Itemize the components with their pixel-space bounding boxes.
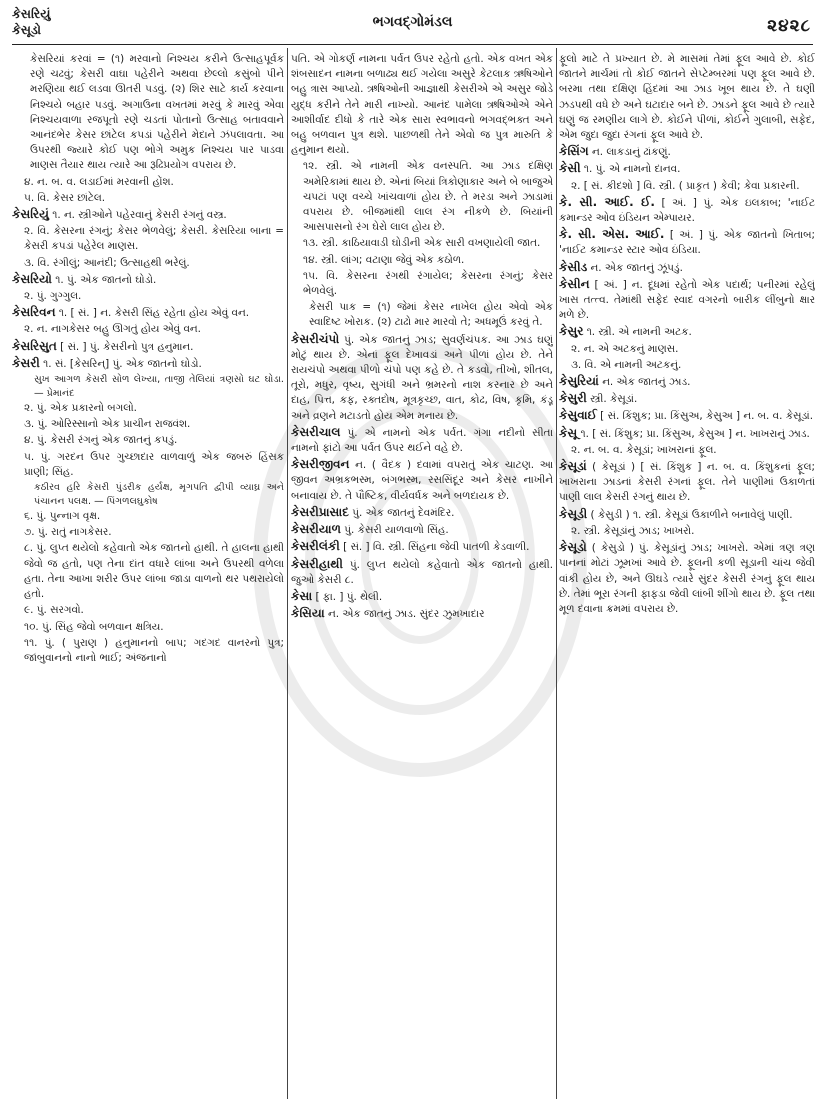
entry-definition: ૧૨. સ્ત્રી. એ નામની એક વનસ્પતિ. આ ઝાડ દક્ષિણ અમેરિકામાં થાય છે. એનાં બિયાં ત્રિકોણાકાર અને બે બાજુએ ચપટાં પણ વચ્ચે ખાંચવાળાં હોય છે. તે મરડા અને ઝાડામાં વપરાય છે. બીજમાંથી લાલ રંગ નીકળે છે. બિયાંની આસપાસનો રંગ ઘેરો લાલ હોય છે.	[303, 160, 553, 234]
entry-definition: ૨. ન. એ અટકનું માણસ.	[571, 342, 679, 355]
entry-paragraph	[12, 52, 284, 174]
dictionary-entry	[559, 459, 815, 506]
entry-paragraph	[559, 524, 815, 539]
dictionary-entry	[559, 195, 815, 226]
entry-headword: કેસરીહાથી	[291, 556, 343, 571]
dictionary-entry	[291, 589, 553, 605]
entry-definition: [ સં. ] વિ. સ્ત્રી. સિંહના જેવી પાતળી કેડવાળી.	[339, 541, 530, 554]
entry-headword: કેસરિયો	[12, 271, 52, 286]
entry-headword: કેસરિસુત	[12, 338, 57, 353]
entry-definition: ૧૧. પું. ( પુરાણ ) હનુમાનનો બાપ; ગદગદ વાનરનો પુત્ર; જાંબુવાનનો નાનો ભાઈ; અંજનાનો	[24, 636, 284, 664]
entry-definition: પું. કેસરી યાળવાળો સિંહ.	[340, 524, 449, 537]
dictionary-entry	[559, 426, 815, 442]
entry-definition: ૧૫. વિ. કેસરના રંગથી રંગાયેલ; કેસરના રંગનું; કેસર ભેળવેલું.	[303, 269, 553, 298]
entry-headword: કેસરીજીવન	[291, 457, 350, 472]
entry-paragraph	[291, 52, 553, 158]
entry-headword: કેસી	[559, 161, 581, 176]
entry-definition: ૧. પું. એક જાતનો ઘોડો.	[51, 273, 157, 286]
entry-definition: ૨. [ સં. કીદશો ] વિ. સ્ત્રી. ( પ્રાકૃત ) કેવી; કેવા પ્રકારની.	[571, 179, 800, 192]
entry-headword: કેસરીપ્રાસાદ	[291, 504, 349, 519]
entry-headword: કેસૂડાં	[559, 459, 587, 474]
entry-definition: ૩. પું. ઓરિસ્સાનો એક પ્રાચીન રાજવંશ.	[24, 418, 191, 431]
entry-definition: ( કેસુડો ) પું. કેસૂડાંનું ઝાડ; ખાખરો. એમાં ત્રણ ત્રણ પાનનાં મોટાં ઝૂમખાં આવે છે. ફૂલની કળી સૂડાની ચાંચ જેવી વાંકી હોય છે, અને ઊઘડે ત્યારે સુંદર કેસરી રંગનું ફૂલ થાય છે. તેમાં ભૂરા રંગની ફાફડા જેવી લાંબી શીંગો થાય છે. ફૂલ તથા મૂળ દવાના ક્રમમાં વપરાય છે.	[559, 542, 815, 615]
entry-definition: કેસરિયાં કરવાં = (૧) મરવાનો નિશ્ચય કરીને ઉત્સાહપૂર્વક રણે ચઢવું; કેસરી વાઘા પહેરીને અથવા છેલ્લો કસુંબો પીને મરણિયા થઈ લડવા ઊતરી પડવું. (૨) શિર સાટે કાર્ય કરવાના નિશ્ચયે બહાર પડવું. અગાઉના વખતમાં મરવું કે મારવું એવા નિશ્ચયવાળા રજપૂતો રણે ચડતાં પોતાનો ઉત્સાહ બતાવવાને આનંદભેર કેસર છાંટેલ કપડાં પહેરીને મેદાને ઝંપલાવતા. આ ઉપરથી જ્યારે કોઈ પણ ભોગે અમુક નિશ્ચય પાર પાડવા માણસ તૈયાર થાય ત્યારે આ રૂઢિપ્રયોગ વપરાય છે.	[30, 53, 284, 172]
entry-paragraph	[12, 256, 284, 271]
entry-paragraph	[12, 224, 284, 254]
entry-definition: પતિ. એ ગોકર્ણ નામના પર્વત ઉપર રહેતો હતો. એક વખત એક શંબસાદન નામના બળાઢ્ય થઈ ગયેલા અસુરે કેટલાક ઋષિઓને બહુ ત્રાસ આપ્યો. ઋષિઓની આજ્ઞાથી કેસરીએ એ અસુર જોડે યુદ્ધ કરીને તેને મારી નાખ્યો. આનંદ પામેલા ઋષિઓએ એને આશીર્વાદ દીધો કે તારે એક સારા સ્વભાવનો ભગવદ્ભક્ત અને બહુ બળવાન પુત્ર થશે. પાછળથી તેને એવો જ પુત્ર મારુતિ કે હનુમાન થયો.	[291, 53, 553, 157]
entry-paragraph	[12, 620, 284, 635]
page-title: ભગવદ્ગોમંડલ	[372, 14, 453, 30]
entry-headword: કેસિયા	[291, 606, 325, 621]
entry-paragraph	[12, 175, 284, 190]
page-number: ૨૪૨૮	[767, 16, 811, 36]
entry-headword: કેસરીચાલ	[291, 424, 341, 439]
entry-definition: ન. લાકડાનું ઢાંકણું.	[588, 146, 671, 159]
dictionary-entry	[559, 391, 815, 407]
dictionary-entry	[12, 272, 284, 288]
dictionary-entry	[12, 339, 284, 355]
entry-headword: કેસરીચંપો	[291, 331, 340, 346]
entry-definition: ૨. ન. બ. વ. કેસૂડાં; ખાખરાનાં ફૂલ.	[571, 443, 717, 456]
dictionary-entry	[559, 260, 815, 276]
column-divider	[556, 48, 557, 1099]
dictionary-entry	[559, 144, 815, 160]
dictionary-entry	[559, 324, 815, 340]
dictionary-entry	[12, 305, 284, 321]
entry-definition: ૫. પું. ગરદન ઉપર ગુચ્છાદાર વાળવાળું એક જબરું હિંસક પ્રાણી; સિંહ.	[24, 450, 284, 478]
entry-definition: ન. એક જાતનું ઝૂંપડું.	[587, 261, 683, 274]
entry-definition: ૧. [ સં. કિંશુક; પ્રા. કિંસુઅ, કેસુઅ ] ન. ખાખરાનું ઝાડ.	[577, 427, 810, 440]
entry-definition: પું. લુપ્ત થયેલો કહેવાતો એક જાતનો હાથી. જુઓ કેસરી ૮.	[291, 558, 553, 586]
entry-definition: [ અં. ] પું. એક ઇલકાબ; 'નાઈટ કમાન્ડર ઓવ ઇંડિયન એમ્પાયર.	[559, 196, 815, 225]
entry-headword: કેસુર	[559, 324, 584, 339]
entry-headword: કેસુરી	[559, 391, 587, 406]
entry-paragraph	[12, 322, 284, 337]
entry-headword: કેસરિયું	[12, 207, 49, 222]
column-2	[291, 52, 553, 1099]
column-divider	[287, 48, 288, 1099]
entry-paragraph	[12, 417, 284, 432]
entry-paragraph	[12, 509, 284, 524]
dictionary-entry	[291, 332, 553, 424]
entry-definition: ૨. વિ. કેસરના રંગનું; કેસર ભેળવેલું; કેસરી. કેસરિયા બાના = કેસરી કપડાં પહેરેલ માણસ.	[24, 225, 284, 253]
entry-definition: [ સં. કિંશુક; પ્રા. કિંસુઅ, કેસુઅ ] ન. બ. વ. કેસૂડાં.	[596, 410, 814, 423]
entry-paragraph	[559, 358, 815, 373]
entry-definition: ૧. ન. સ્ત્રીઓને પહેરવાનું કેસરી રંગનું વસ્ત્ર.	[48, 209, 227, 222]
dictionary-entry	[559, 277, 815, 324]
entry-paragraph	[12, 541, 284, 602]
entry-definition: સુખ આગળ કેસરી સોળ લેખ્યા, તાજી તેલિયાં ત્રણસો ઘટ ઘોડા. — પ્રેમાનંદ	[34, 374, 284, 399]
dictionary-entry	[12, 207, 284, 223]
dictionary-entry	[291, 557, 553, 588]
entry-paragraph	[291, 236, 553, 251]
entry-definition: પું. એ નામનો એક પર્વત. ગંગા નદીનો સીતા નામનો ફાંટો આ પર્વત ઉપર થઈને વહે છે.	[291, 426, 553, 455]
entry-definition: ન. એક જાતનું ઝાડ.	[598, 376, 691, 389]
entry-definition: ૨. પું. એક પ્રકારનો બગલો.	[24, 402, 137, 415]
entry-definition: ૩. વિ. રંગીલું; આનંદી; ઉત્સાહથી ભરેલું.	[24, 256, 190, 269]
entry-definition: [ અં. ] પું. એક જાતનો ખિતાબ; 'નાઈટ કમાન્ડર સ્ટાર ઓવ ઇંડિયા.	[559, 229, 815, 257]
guide-word-first: કેસરિયું	[12, 6, 51, 21]
entry-headword: કેસીડ	[559, 259, 588, 274]
entry-definition: ( કેસૂડાં ) [ સં. કિંશુક ] ન. બ. વ. કિંશુકનાં ફૂલ; ખાખરાના ઝાડનાં કેસરી રંગનાં ફૂલ. તેને પાણીમાં ઉકાળતાં પાણી લાલ કેસરી રંગનું થાય છે.	[559, 461, 815, 504]
entry-paragraph	[559, 52, 815, 143]
entry-headword: કે. સી. આઈ. ઈ.	[559, 194, 655, 209]
entry-headword: કેસરિવન	[12, 305, 56, 320]
entry-definition: [ ફા. ] પું. થેલી.	[312, 590, 383, 603]
entry-definition: ૫. વિ. કેસર છાંટેલ.	[24, 191, 106, 204]
entry-definition: કઠીરવ હરિ કેસરી પુંડરીક હર્યક્ષ, મૃગપતિ દ્વીપી વ્યાઘ્ર અને પંચાનન પલક્ષ. — પિંગળલઘુકોષ	[34, 482, 284, 507]
entry-definition: ૯. પું. સરગવો.	[24, 604, 84, 617]
column-3	[559, 52, 815, 1099]
entry-paragraph	[559, 443, 815, 458]
entry-definition: [ અં. ] ન. દૂધમાં રહેતો એક પદાર્થ; પનીરમાં રહેલું ખાસ તત્ત્વ. તેમાંથી સફેદ સ્વાદ વગરનો બારીક લીંબુનો ક્ષાર મળે છે.	[559, 278, 815, 322]
entry-headword: કેસુરિયાં	[559, 374, 599, 389]
entry-headword: કેસૂડો	[559, 540, 587, 555]
entry-definition: ૧. સ્ત્રી. એ નામની અટક.	[583, 326, 692, 339]
entry-definition: ૧૦. પું. સિંહ જેવો બળવાન ક્ષત્રિય.	[24, 620, 164, 633]
entry-definition: ૨. પું. ગુગ્ગુલ.	[24, 290, 82, 303]
entry-headword: કેસૂડી	[559, 506, 588, 521]
entry-definition: ૬. પું. પુન્નાગ વૃક્ષ.	[24, 510, 101, 523]
entry-definition: ૨. ન. નાગકેસર બહુ ઊગતું હોય એવું વન.	[24, 323, 201, 336]
dictionary-entry	[559, 374, 815, 390]
entry-definition: ન. એક જાતનું ઝાડ. સુંદર ઝુમખાદાર	[324, 608, 485, 621]
entry-headword: કેસિંગ	[559, 144, 589, 159]
entry-definition: ૭. પું. રાતું નાગકેસર.	[24, 526, 112, 539]
entry-paragraph	[12, 191, 284, 206]
entry-paragraph	[559, 342, 815, 357]
entry-definition: ૩. વિ. એ નામની અટકનું.	[571, 358, 682, 371]
entry-paragraph	[291, 159, 553, 235]
entry-definition: ૪. ન. બ. વ. લડાઈમાં મરવાની હોંશ.	[24, 175, 174, 188]
entry-definition: ૮. પું. લુપ્ત થયેલો કહેવાતો એક જાતનો હાથી. તે હાલના હાથી જેવો જ હતો, પણ તેના દાંત વધારે લાંબા અને ઉપરથી વળેલા હતા. તેના આખા શરીર ઉપર લાંબા જાડા વાળનો થર પથરાયેલો હતો.	[24, 542, 284, 601]
entry-headword: કે. સી. એસ. આઈ.	[559, 227, 665, 242]
entry-paragraph	[12, 289, 284, 304]
entry-paragraph	[291, 300, 553, 330]
entry-paragraph	[12, 636, 284, 666]
entry-paragraph	[559, 179, 815, 194]
entry-headword: કેસુવાઈ	[559, 408, 597, 423]
entry-paragraph	[12, 481, 284, 508]
entry-definition: [ સં. ] પું. કેસરીનો પુત્ર હનુમાન.	[56, 340, 194, 353]
dictionary-entry	[291, 606, 553, 622]
entry-paragraph	[12, 401, 284, 416]
entry-headword: કેસરીયાળ	[291, 522, 341, 537]
column-1	[12, 52, 284, 1099]
guide-word-last: કેસૂડો	[12, 22, 41, 37]
entry-definition: ફૂલો માટે તે પ્રખ્યાત છે. મે માસમાં તેમાં ફૂલ આવે છે. કોઈ જાતને માર્ચમાં તો કોઈ જાતને સેપ્ટેમ્બરમાં પણ ફૂલ આવે છે. બરમા તથા દક્ષિણ હિંદમાં આ ઝાડ ખૂબ થાય છે. તે ઘણી ઝડપથી વધે છે અને ઘટાદાર બને છે. ઝાડને ફૂલ આવે છે ત્યારે ઘણું જ રમણીય લાગે છે. કોઈને પીળાં, કોઈને ગુલાબી, સફેદ, એમ જુદા જુદા રંગનાં ફૂલ આવે છે.	[559, 53, 815, 142]
header-rule	[12, 44, 813, 45]
entry-definition: ન. ( વૈદક ) દવામાં વપરાતું એક ચાટણ. આ જીવન અભ્રકભસ્મ, બંગભસ્મ, રસસિંદૂર અને કેસર નાખીને બનાવાય છે. તે પૌષ્ટિક, વીર્યવર્ધક અને બળદાયક છે.	[291, 459, 553, 502]
dictionary-entry	[291, 457, 553, 504]
entry-definition: ૨. સ્ત્રી. કેસૂડાંનું ઝાડ; ખાખરો.	[571, 524, 695, 537]
entry-paragraph	[12, 603, 284, 618]
entry-headword: કેસરીલંકી	[291, 539, 340, 554]
entry-definition: ૧. સં. [કેસરિન્] પું. એક જાતનો ઘોડો.	[39, 357, 202, 370]
entry-definition: પું. એક જાતનું દેવમંદિર.	[348, 506, 455, 519]
entry-headword: કેસીન	[559, 276, 590, 291]
entry-paragraph	[12, 433, 284, 448]
entry-headword: કેસૂ	[559, 425, 578, 440]
entry-headword: કેસરી	[12, 355, 40, 370]
entry-definition: ૧. પું. એ નામનો દાનવ.	[580, 163, 681, 176]
entry-paragraph	[12, 450, 284, 480]
dictionary-entry	[559, 507, 815, 523]
entry-paragraph	[291, 253, 553, 268]
entry-paragraph	[291, 269, 553, 299]
entry-definition: ૧૩. સ્ત્રી. કાઠિયાવાડી ઘોડીની એક સારી વખણાયેલી જાત.	[303, 237, 541, 250]
entry-definition: ૧૪. સ્ત્રી. લાંગ; વટાણા જેવું એક કઠોળ.	[303, 253, 465, 266]
dictionary-entry	[12, 356, 284, 372]
entry-definition: પું. એક જાતનું ઝાડ; સુવર્ણચંપક. આ ઝાડ ઘણું મોટું થાય છે. એનાં ફૂલ દેખાવડાં અને પીળાં હોય છે. તેને રાયચંપો અથવા પીળો ચંપો પણ કહે છે. તે કડવો, તીખો, શીતલ, તૂરો, મધુર, વૃષ્ય, સુગંધી અને ભ્રમરનો નાશ કરનાર છે અને દાહ, પિત્ત, કફ, રક્તદોષ, મૂત્રકૃચ્છ, વાત, કોઢ, વિષ, કૃમિ, કંડૂ અને વ્રણને મટાડતો હોય એમ મનાય છે.	[291, 333, 553, 422]
entry-definition: ( કેસુડી ) ૧. સ્ત્રી. કેસૂડાં ઉકાળીને બનાવેલું પાણી.	[587, 508, 793, 521]
dictionary-entry	[559, 540, 815, 617]
entry-definition: ૪. પું. કેસરી રંગનું એક જાતનું કપડું.	[24, 434, 178, 447]
entry-headword: કેસા	[291, 588, 313, 603]
dictionary-entry	[291, 539, 553, 555]
dictionary-entry	[291, 522, 553, 538]
dictionary-entry	[291, 505, 553, 521]
entry-definition: ૧. [ સં. ] ન. કેસરી સિંહ રહેતા હોય એવું વન.	[55, 307, 250, 320]
dictionary-entry	[291, 425, 553, 456]
dictionary-entry	[559, 161, 815, 177]
entry-paragraph	[12, 525, 284, 540]
dictionary-entry	[559, 227, 815, 258]
entry-paragraph	[12, 373, 284, 400]
entry-definition: કેસરી પાક = (૧) જેમાં કેસર નાખેલ હોય એવો એક સ્વાદિષ્ટ ખોરાક. (૨) ટાઢો માર મારવો તે; અધમૂઉં કરવું તે.	[309, 301, 553, 329]
entry-definition: સ્ત્રી. કેસૂડાં.	[586, 393, 638, 406]
dictionary-entry	[559, 408, 815, 424]
